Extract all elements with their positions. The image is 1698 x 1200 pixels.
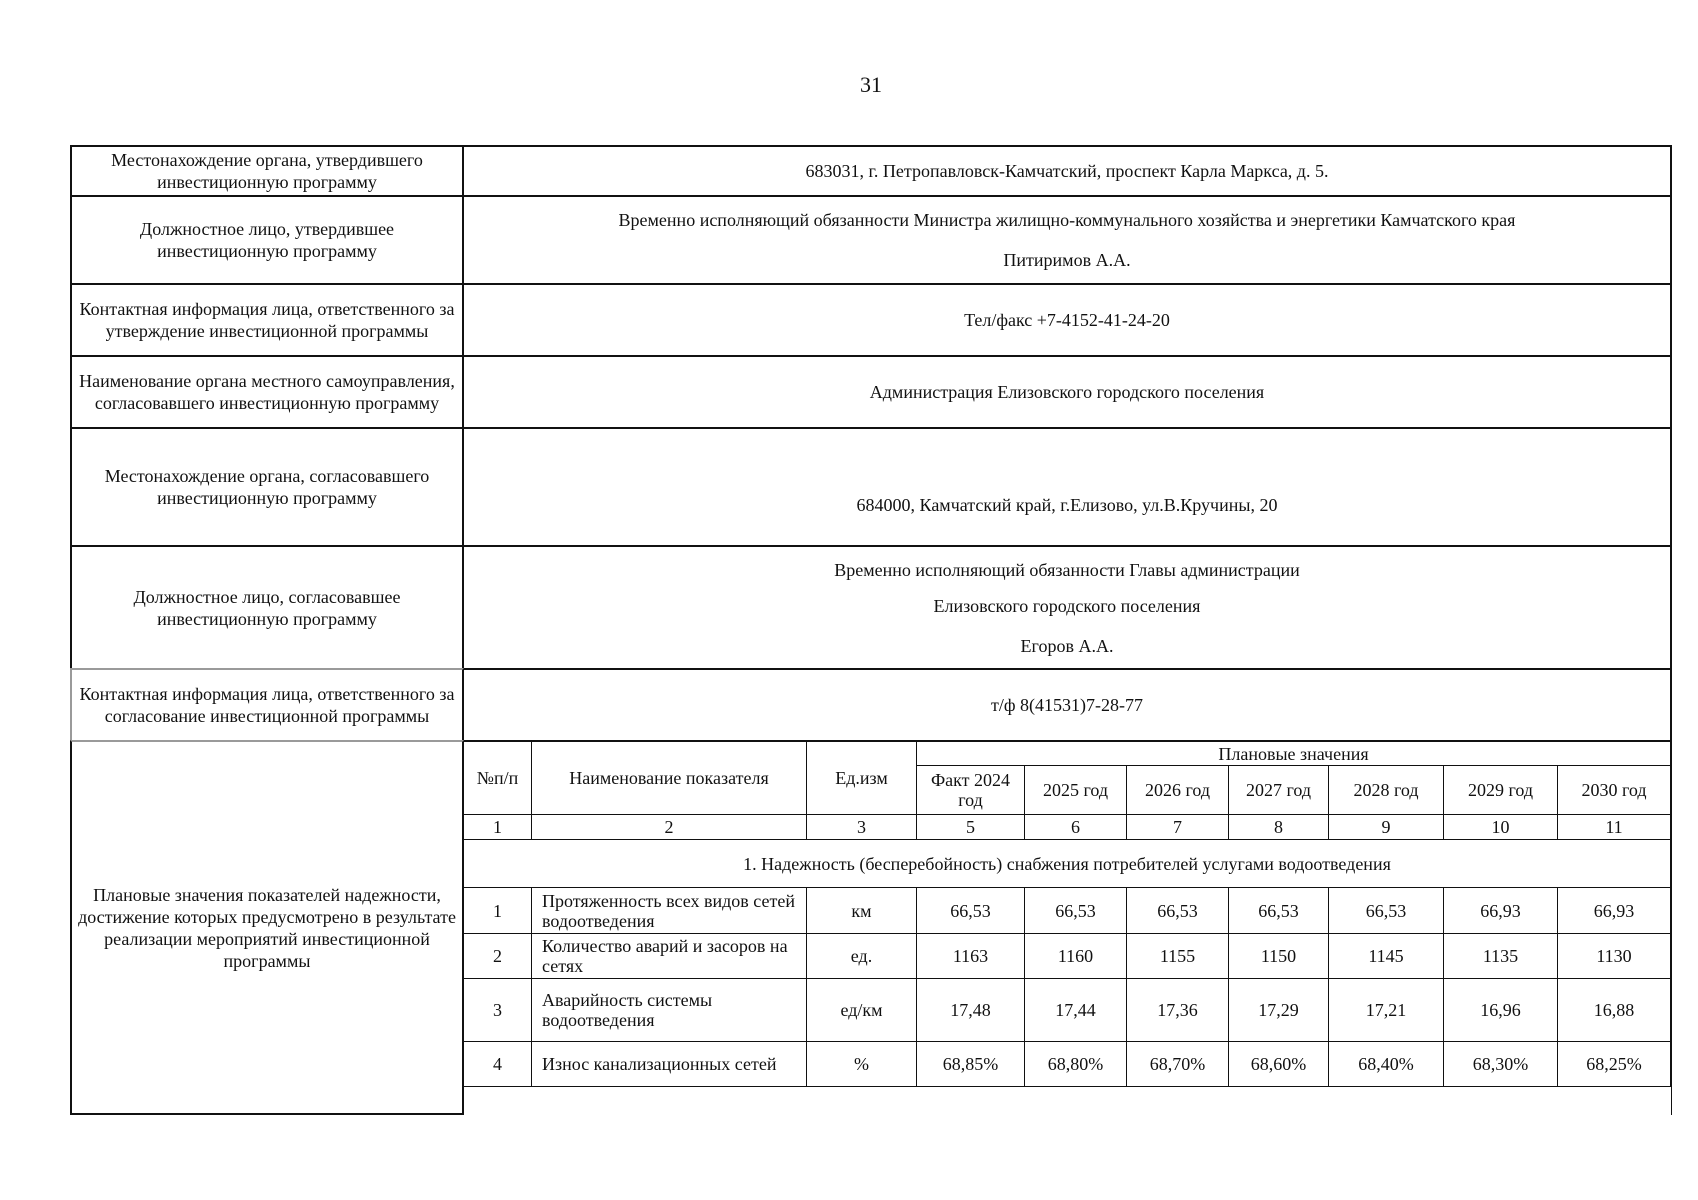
value-agreeing-municipality: [464, 355, 1672, 427]
value-agreement-contact: [464, 668, 1672, 740]
agreeing-official-position: Временно исполняющий обязанности Главы администрации: [834, 559, 1300, 580]
indicator-2-value-2: 1160: [1025, 934, 1127, 979]
indicator-1-unit: км: [807, 888, 917, 934]
indicator-4-value-6: 68,30%: [1444, 1042, 1558, 1087]
label-approving-body-location: Местонахождение органа, утвердившего инвестиционную программу: [70, 145, 464, 195]
indicator-1-value-4: 66,53: [1229, 888, 1329, 934]
indicator-2-name: Количество аварий и засоров на сетях: [532, 934, 807, 979]
label-agreeing-municipality: Наименование органа местного самоуправления, согласовавшего инвестиционную программу: [70, 355, 464, 427]
indicator-4-value-4: 68,60%: [1229, 1042, 1329, 1087]
indicator-3-value-4: 17,29: [1229, 979, 1329, 1042]
indicator-2-num: 2: [464, 934, 532, 979]
label-agreement-contact: Контактная информация лица, ответственного за согласование инвестиционной программы: [70, 668, 464, 740]
header-year-2029: 2029 год: [1444, 766, 1558, 815]
colnum-11: 11: [1558, 815, 1671, 840]
indicator-4-value-3: 68,70%: [1127, 1042, 1229, 1087]
indicator-3-value-5: 17,21: [1329, 979, 1444, 1042]
indicator-3-name: Аварийность системы водоотведения: [532, 979, 807, 1042]
indicator-3-value-6: 16,96: [1444, 979, 1558, 1042]
indicator-3-value-2: 17,44: [1025, 979, 1127, 1042]
indicator-1-value-2: 66,53: [1025, 888, 1127, 934]
colnum-6: 6: [1025, 815, 1127, 840]
indicator-grid: [464, 740, 1672, 1115]
colnum-7: 7: [1127, 815, 1229, 840]
indicator-3-num: 3: [464, 979, 532, 1042]
agreement-contact-phone: т/ф 8(41531)7-28-77: [990, 695, 1143, 715]
header-year-2027: 2027 год: [1229, 766, 1329, 815]
header-unit: Ед.изм: [807, 742, 917, 815]
indicator-2-value-4: 1150: [1229, 934, 1329, 979]
colnum-9: 9: [1329, 815, 1444, 840]
value-agreeing-body-location: [464, 427, 1672, 545]
header-year-2024: Факт 2024 год: [917, 766, 1025, 815]
indicator-4-value-1: 68,85%: [917, 1042, 1025, 1087]
label-agreeing-official: Должностное лицо, согласовавшее инвестиционную программу: [70, 545, 464, 668]
colnum-1: 1: [464, 815, 532, 840]
section-title: 1. Надежность (бесперебойность) снабжения потребителей услугами водоотведения: [464, 840, 1671, 888]
indicator-1-value-1: 66,53: [917, 888, 1025, 934]
indicator-4-value-7: 68,25%: [1558, 1042, 1671, 1087]
value-column: [464, 145, 1672, 1115]
colnum-10: 10: [1444, 815, 1558, 840]
indicator-1-value-3: 66,53: [1127, 888, 1229, 934]
colnum-5: 5: [917, 815, 1025, 840]
indicator-3-unit: ед/км: [807, 979, 917, 1042]
indicator-2-unit: ед.: [807, 934, 917, 979]
header-year-2028: 2028 год: [1329, 766, 1444, 815]
header-name: Наименование показателя: [532, 742, 807, 815]
indicator-3-value-3: 17,36: [1127, 979, 1229, 1042]
approving-official-name: Питиримов А.А.: [1003, 250, 1131, 270]
indicator-4-name: Износ канализационных сетей: [532, 1042, 807, 1087]
indicator-4-unit: %: [807, 1042, 917, 1087]
indicator-1-value-7: 66,93: [1558, 888, 1671, 934]
indicator-1-value-6: 66,93: [1444, 888, 1558, 934]
label-reliability-indicators: Плановые значения показателей надежности, достижение которых предусмотрено в результате реализации мероприятий инвестиционной программы: [70, 740, 464, 1115]
header-year-2025: 2025 год: [1025, 766, 1127, 815]
indicator-2-value-7: 1130: [1558, 934, 1671, 979]
colnum-8: 8: [1229, 815, 1329, 840]
colnum-3: 3: [807, 815, 917, 840]
agreeing-municipality-name: Администрация Елизовского городского поселения: [869, 382, 1265, 402]
indicator-1-num: 1: [464, 888, 532, 934]
header-year-2026: 2026 год: [1127, 766, 1229, 815]
header-planned: Плановые значения: [917, 742, 1671, 766]
label-column: [70, 145, 464, 1115]
agreeing-body-address: 684000, Камчатский край, г.Елизово, ул.В.Кручины, 20: [856, 495, 1278, 515]
indicator-3-value-1: 17,48: [917, 979, 1025, 1042]
indicator-2-value-3: 1155: [1127, 934, 1229, 979]
value-approving-official: [464, 195, 1672, 283]
investment-program-table: [70, 145, 1672, 1115]
indicator-2-value-6: 1135: [1444, 934, 1558, 979]
indicator-3-value-7: 16,88: [1558, 979, 1671, 1042]
value-approval-contact: [464, 283, 1672, 355]
indicator-2-value-5: 1145: [1329, 934, 1444, 979]
header-num: №п/п: [464, 742, 532, 815]
header-year-2030: 2030 год: [1558, 766, 1671, 815]
value-agreeing-official: [464, 545, 1672, 668]
indicator-4-value-5: 68,40%: [1329, 1042, 1444, 1087]
agreeing-official-name: Егоров А.А.: [1020, 635, 1114, 656]
indicator-4-value-2: 68,80%: [1025, 1042, 1127, 1087]
indicator-1-value-5: 66,53: [1329, 888, 1444, 934]
value-approving-body-location: [464, 145, 1672, 195]
colnum-2: 2: [532, 815, 807, 840]
agreeing-official-org: Елизовского городского поселения: [933, 595, 1201, 616]
indicator-2-value-1: 1163: [917, 934, 1025, 979]
indicator-4-num: 4: [464, 1042, 532, 1087]
approving-body-address: 683031, г. Петропавловск-Камчатский, проспект Карла Маркса, д. 5.: [805, 161, 1329, 181]
page-number: 31: [860, 72, 882, 97]
label-approving-official: Должностное лицо, утвердившее инвестиционную программу: [70, 195, 464, 283]
label-agreeing-body-location: Местонахождение органа, согласовавшего инвестиционную программу: [70, 427, 464, 545]
indicator-1-name: Протяженность всех видов сетей водоотведения: [532, 888, 807, 934]
approving-official-position: Временно исполняющий обязанности Министра жилищно-коммунального хозяйства и энергетики Камчатского края: [618, 210, 1516, 230]
approval-contact-phone: Тел/факс +7-4152-41-24-20: [964, 310, 1170, 330]
label-approval-contact: Контактная информация лица, ответственного за утверждение инвестиционной программы: [70, 283, 464, 355]
